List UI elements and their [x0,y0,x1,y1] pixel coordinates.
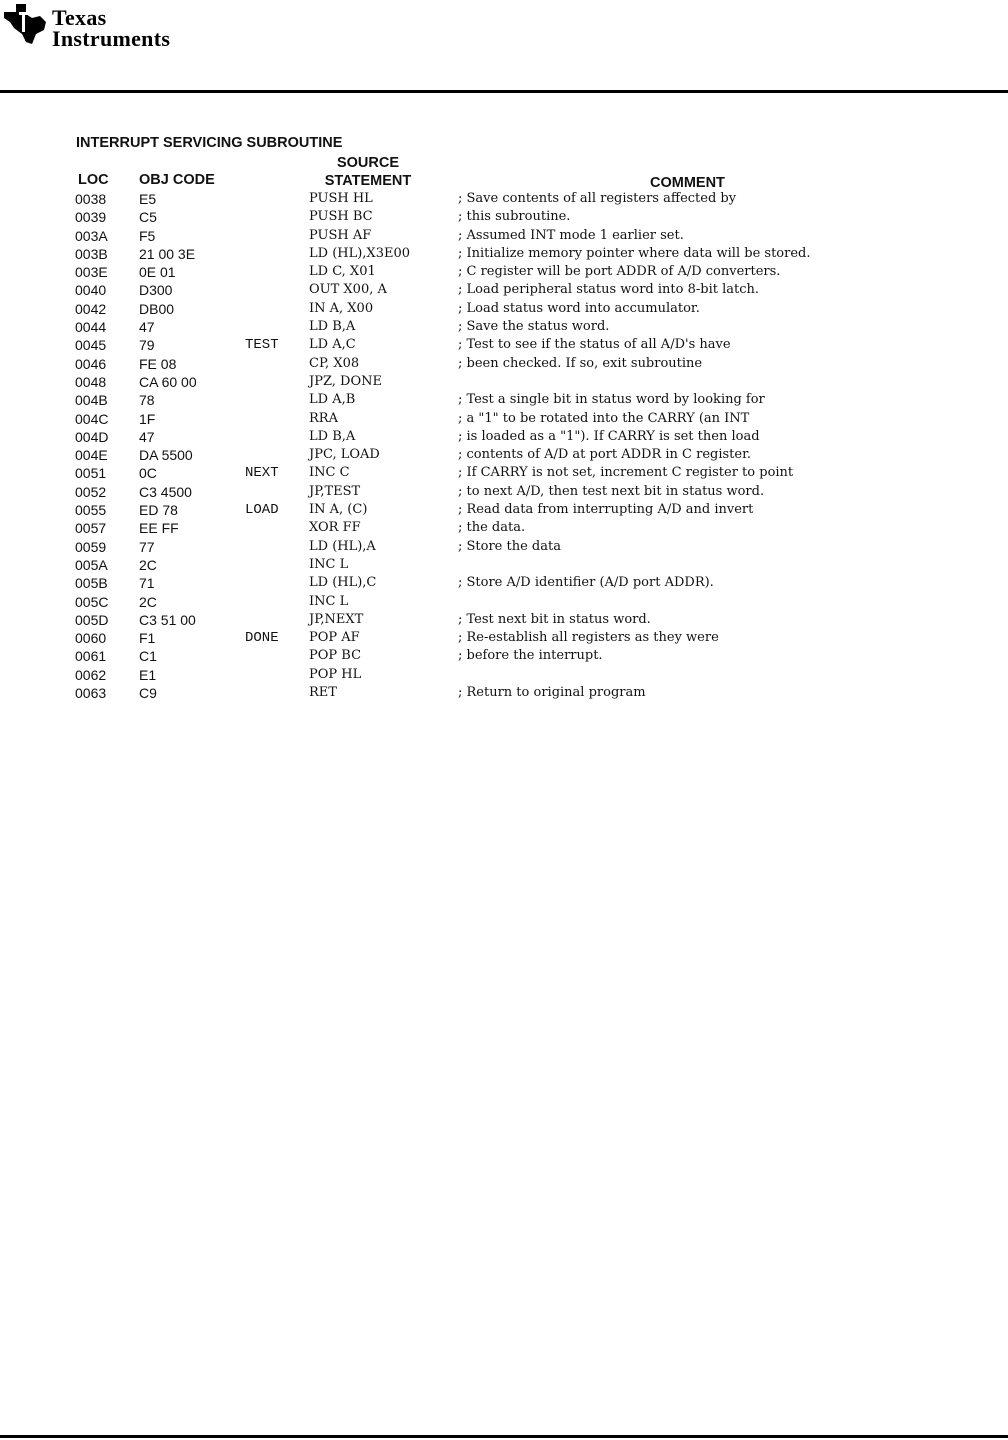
table-row [0,191,1008,209]
row-comment: ; to next A/D, then test next bit in status word. [458,483,765,499]
table-row [0,447,1008,465]
row-obj-code: 2C [139,556,157,573]
row-comment: ; Load status word into accumulator. [458,300,700,316]
row-source: JP,TEST [309,483,361,499]
row-obj-code: C3 51 00 [139,611,196,628]
row-comment: ; Re-establish all registers as they were [458,630,719,646]
row-label: TEST [245,337,279,354]
row-comment: ; this subroutine. [458,209,571,225]
row-obj-code: DA 5500 [139,447,193,464]
row-comment: ; Return to original program [458,685,646,701]
row-source: XOR FF [309,520,361,536]
header-rule [0,90,1008,93]
row-source: PUSH BC [309,209,373,225]
column-header-obj-code: OBJ CODE [139,172,215,188]
row-loc: 0061 [75,648,107,665]
row-comment: ; before the interrupt. [458,648,603,664]
row-source: JP,NEXT [309,611,364,627]
row-obj-code: 47 [139,319,155,336]
row-loc: 0039 [75,209,107,226]
table-row [0,575,1008,593]
row-obj-code: CA 60 00 [139,373,197,390]
row-loc: 0045 [75,337,107,354]
row-obj-code: E5 [139,191,157,207]
row-loc: 0057 [75,520,107,537]
row-obj-code: 0C [139,465,157,482]
row-source: CP, X08 [309,355,360,371]
listing-rows [0,191,1008,703]
row-source: OUT X00, A [309,282,387,298]
row-loc: 003A [75,227,108,244]
row-label: DONE [245,630,279,647]
table-row [0,337,1008,355]
row-comment: ; Test a single bit in status word by looking for [458,392,765,408]
texas-state-icon [2,2,48,46]
row-loc: 004C [75,410,109,427]
row-obj-code: FE 08 [139,355,177,372]
row-source: LD C, X01 [309,264,376,280]
row-comment: ; Initialize memory pointer where data will be stored. [458,245,811,261]
row-obj-code: 2C [139,593,157,610]
table-row [0,648,1008,666]
row-obj-code: F1 [139,630,156,647]
table-row [0,667,1008,685]
row-comment: ; been checked. If so, exit subroutine [458,355,703,371]
row-obj-code: EE FF [139,520,179,537]
column-header-source-line1: SOURCE [336,155,400,171]
brand-line-2: Instruments [52,26,171,51]
table-row [0,301,1008,319]
row-obj-code: F5 [139,227,156,244]
row-source: POP AF [309,630,360,646]
row-loc: 005A [75,556,108,573]
row-loc: 005D [75,611,109,628]
table-row [0,612,1008,630]
row-comment: ; C register will be port ADDR of A/D converters. [458,264,781,280]
column-header-loc: LOC [78,172,109,188]
row-source: INC L [309,593,349,609]
row-loc: 0059 [75,538,107,555]
row-loc: 0046 [75,355,107,372]
row-obj-code: 0E 01 [139,264,176,281]
row-obj-code: C1 [139,648,157,665]
table-row [0,282,1008,300]
row-source: RET [309,685,337,701]
row-obj-code: 77 [139,538,155,555]
row-source: POP BC [309,648,362,664]
row-loc: 004B [75,392,108,409]
row-loc: 003E [75,264,108,281]
row-obj-code: 79 [139,337,155,354]
footer-rule [0,1435,1008,1438]
row-comment: ; Store the data [458,538,561,554]
row-source: INC L [309,556,349,572]
row-comment: ; Read data from interrupting A/D and invert [458,502,754,518]
table-row [0,539,1008,557]
row-source: JPC, LOAD [309,447,380,463]
table-row [0,264,1008,282]
column-header-comment: COMMENT [650,175,725,191]
row-obj-code: C3 4500 [139,483,192,500]
row-comment: ; Store A/D identifier (A/D port ADDR). [458,575,714,591]
table-row [0,228,1008,246]
row-source: IN A, (C) [309,502,368,518]
row-loc: 0062 [75,666,107,683]
row-comment: ; contents of A/D at port ADDR in C register. [458,447,752,463]
row-loc: 0038 [75,191,107,207]
table-row [0,319,1008,337]
column-header-source-statement [306,154,430,190]
row-obj-code: C5 [139,209,157,226]
row-source: RRA [309,410,338,426]
row-loc: 0042 [75,300,107,317]
row-loc: 0063 [75,685,107,702]
row-comment: ; Load peripheral status word into 8-bit latch. [458,282,760,298]
row-loc: 005C [75,593,109,610]
row-obj-code: C9 [139,685,157,702]
brand-line-1: Texas [52,5,107,30]
brand-wordmark [52,5,171,51]
row-source: LD B,A [309,319,356,335]
table-row [0,520,1008,538]
row-loc: 0052 [75,483,107,500]
row-source: PUSH HL [309,191,373,206]
row-loc: 0048 [75,373,107,390]
row-comment: ; If CARRY is not set, increment C register to point [458,465,794,481]
table-row [0,557,1008,575]
row-source: LD A,C [309,337,356,353]
table-row [0,209,1008,227]
row-label: LOAD [245,502,279,519]
row-source: INC C [309,465,350,481]
row-comment: ; Test next bit in status word. [458,611,651,627]
row-source: LD (HL),C [309,575,377,591]
table-row [0,246,1008,264]
row-obj-code: DB00 [139,300,175,317]
row-comment: ; Save contents of all registers affected by [458,191,737,206]
column-header-source-line2: STATEMENT [324,173,412,189]
row-comment: ; is loaded as a "1"). If CARRY is set then load [458,428,760,444]
row-loc: 004E [75,447,108,464]
row-source: LD (HL),A [309,538,376,554]
row-obj-code: E1 [139,666,157,683]
row-comment: ; the data. [458,520,526,536]
row-loc: 0051 [75,465,107,482]
row-loc: 0060 [75,630,107,647]
row-source: LD B,A [309,428,356,444]
row-obj-code: 47 [139,428,155,445]
row-loc: 004D [75,428,109,445]
row-label: NEXT [245,465,279,482]
row-obj-code: 78 [139,392,155,409]
row-loc: 005B [75,575,108,592]
table-row [0,392,1008,410]
row-loc: 003B [75,245,108,262]
row-source: LD (HL),X3E00 [309,245,410,261]
table-row [0,465,1008,483]
table-row [0,411,1008,429]
row-comment: ; a "1" to be rotated into the CARRY (an INT [458,410,750,426]
table-row [0,356,1008,374]
table-row [0,429,1008,447]
table-row [0,594,1008,612]
row-comment: ; Assumed INT mode 1 earlier set. [458,227,684,243]
table-row [0,502,1008,520]
table-row [0,484,1008,502]
page-header [0,0,1008,92]
row-loc: 0040 [75,282,107,299]
ti-logo [2,2,192,50]
row-comment: ; Save the status word. [458,319,610,335]
row-source: POP HL [309,666,362,682]
row-source: JPZ, DONE [309,373,382,389]
row-source: LD A,B [309,392,356,408]
row-source: PUSH AF [309,227,372,243]
row-obj-code: 21 00 3E [139,245,196,262]
table-row [0,374,1008,392]
row-source: IN A, X00 [309,300,374,316]
row-obj-code: D300 [139,282,173,299]
table-row [0,630,1008,648]
row-comment: ; Test to see if the status of all A/D's have [458,337,731,353]
table-row [0,685,1008,703]
listing-title: INTERRUPT SERVICING SUBROUTINE [76,135,343,151]
row-obj-code: 71 [139,575,155,592]
row-obj-code: 1F [139,410,156,427]
row-loc: 0044 [75,319,107,336]
row-obj-code: ED 78 [139,502,178,519]
row-loc: 0055 [75,502,107,519]
